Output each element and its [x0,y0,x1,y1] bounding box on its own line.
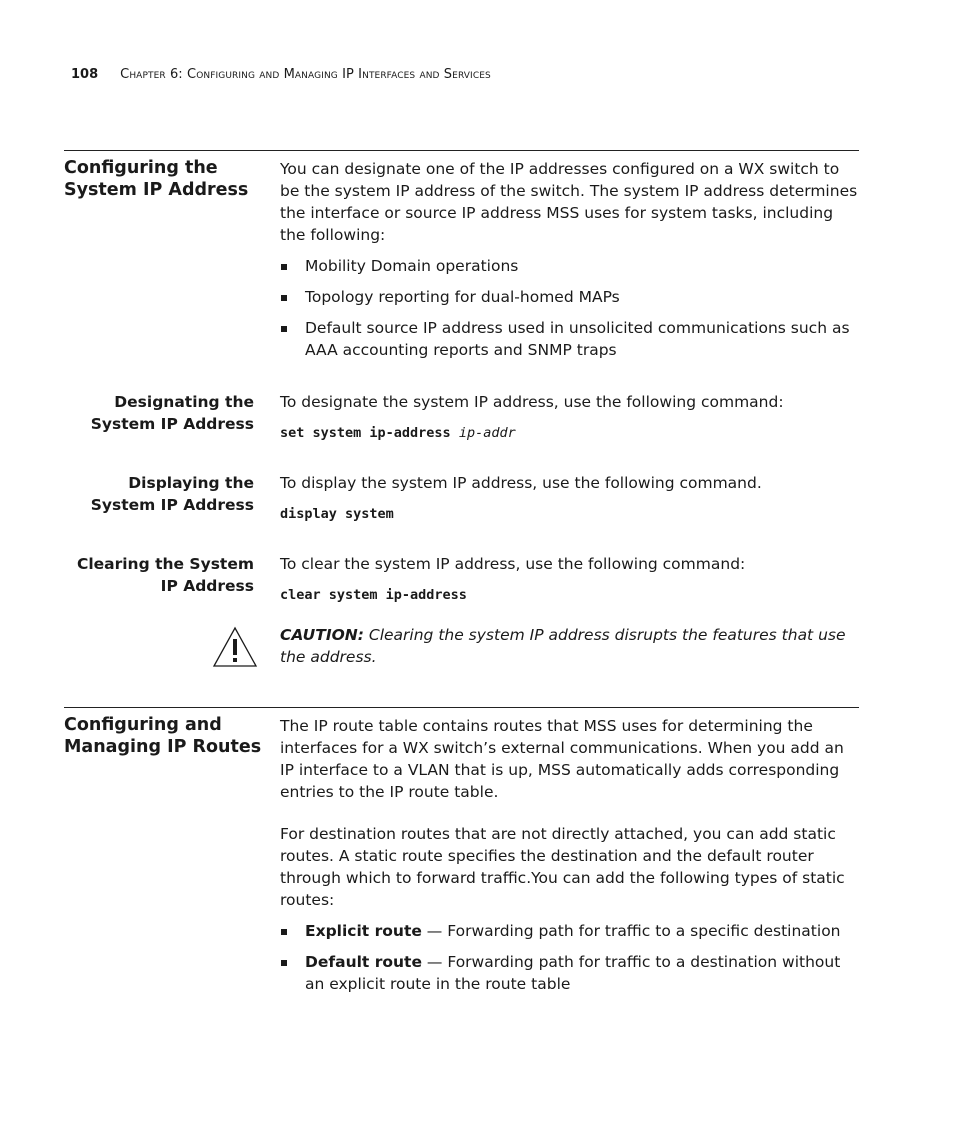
page-number: 108 [71,67,99,82]
chapter-title: Chapter 6: Configuring and Managing IP Interfaces and Services [120,67,491,82]
section-rule [64,150,859,151]
list-item: Mobility Domain operations [280,255,860,277]
section-rule [64,707,859,708]
term-explicit-route: Explicit route [305,922,422,940]
caution-text: Clearing the system IP address disrupts the features that use the address. [280,626,846,666]
command-argument: ip-addr [458,425,516,441]
route-types-list [280,951,860,995]
list-item: Topology reporting for dual-homed MAPs [280,286,860,308]
route-types-list [280,920,860,942]
clear-text: To clear the system IP address, use the following command: [280,555,746,573]
list-item: Default source IP address used in unsolicited communications such as AAA accounting reports and SNMP traps [280,317,860,361]
system-tasks-list [280,255,860,277]
caution-label: CAUTION: [280,626,364,644]
subheading-designating: Designating the System IP Address [90,393,254,433]
system-tasks-list [280,286,860,308]
section-heading-system-ip: Configuring the System IP Address [64,158,249,200]
running-header [71,67,491,82]
term-default-route: Default route [305,953,422,971]
system-tasks-list [280,317,860,361]
list-item: Explicit route — Forwarding path for traffic to a specific destination [280,920,860,942]
routes-para-1: The IP route table contains routes that MSS uses for determining the interfaces for a WX switch’s external communications. When you add an IP interface to a VLAN that is up, MSS automatically adds corresponding entries to the IP route table. [280,717,844,801]
section-intro: You can designate one of the IP addresses configured on a WX switch to be the system IP address of the switch. The system IP address determines the interface or source IP address MSS uses for system tasks, including the following: [280,160,858,244]
command-clear-system-ip: clear system ip-address [280,587,467,603]
designate-text: To designate the system IP address, use the following command: [280,393,784,411]
command-display-system: display system [280,506,394,522]
caution-icon [212,626,258,668]
subheading-displaying: Displaying the System IP Address [90,474,254,514]
subheading-clearing: Clearing the System IP Address [76,555,254,595]
section-heading-ip-routes: Configuring and Managing IP Routes [64,715,262,757]
caution-note [280,624,860,668]
list-item: Default route — Forwarding path for traffic to a destination without an explicit route in the route table [280,951,860,995]
routes-para-2: For destination routes that are not directly attached, you can add static routes. A static route specifies the destination and the default router through which to forward traffic.You can add the following types of static routes: [280,825,845,909]
command-set-system-ip: set system ip-address ip-addr [280,425,516,441]
display-text: To display the system IP address, use the following command. [280,474,762,492]
